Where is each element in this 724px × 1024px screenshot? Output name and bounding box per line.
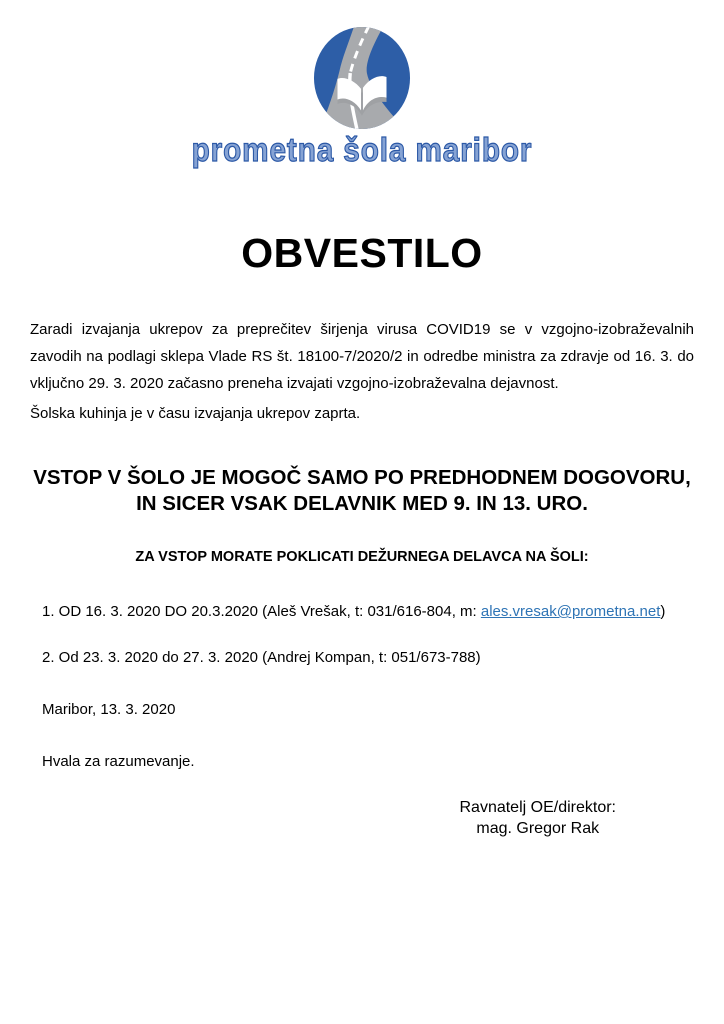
paragraph-kitchen: Šolska kuhinja je v času izvajanja ukrepov zaprta. <box>30 405 361 422</box>
notice-title: OBVESTILO <box>241 230 483 276</box>
place-date: Maribor, 13. 3. 2020 <box>42 701 176 718</box>
duty-item-1-text: 1. OD 16. 3. 2020 DO 20.3.2020 (Aleš Vrešak, t: 031/616-804, m: <box>42 603 481 620</box>
duty-item-1 <box>30 602 694 622</box>
signature-block <box>459 797 616 839</box>
call-instruction-heading: ZA VSTOP MORATE POKLICATI DEŽURNEGA DELAVCA NA ŠOLI: <box>135 549 589 565</box>
duty-item-2: 2. Od 23. 3. 2020 do 27. 3. 2020 (Andrej Kompan, t: 051/673-788) <box>42 649 481 666</box>
school-logo-icon <box>313 26 411 130</box>
thanks-note: Hvala za razumevanje. <box>42 753 195 770</box>
signature-name: mag. Gregor Rak <box>476 820 600 837</box>
entry-rule-heading: VSTOP V ŠOLO JE MOGOČ SAMO PO PREDHODNEM DOGOVORU, IN SICER VSAK DELAVNIK MED 9. IN 13. URO. <box>33 466 691 515</box>
email-link[interactable]: ales.vresak@prometna.net <box>480 603 661 620</box>
school-wordmark: prometna šola maribor <box>191 131 533 168</box>
signature-role: Ravnatelj OE/direktor: <box>459 799 616 816</box>
duty-item-1-suffix: ) <box>660 603 666 620</box>
paragraph-measures: Zaradi izvajanja ukrepov za preprečitev širjenja virusa COVID19 se v vzgojno-izobraževalnih zavodih na podlagi sklepa Vlade RS št. 18100-7/2020/2 in odredbe ministra za zdravje od 16. 3. do vključno 29. 3. 2020 začasno preneha izvajati vzgojno-izobraževalna dejavnost. <box>30 321 694 392</box>
school-logo <box>30 26 694 168</box>
